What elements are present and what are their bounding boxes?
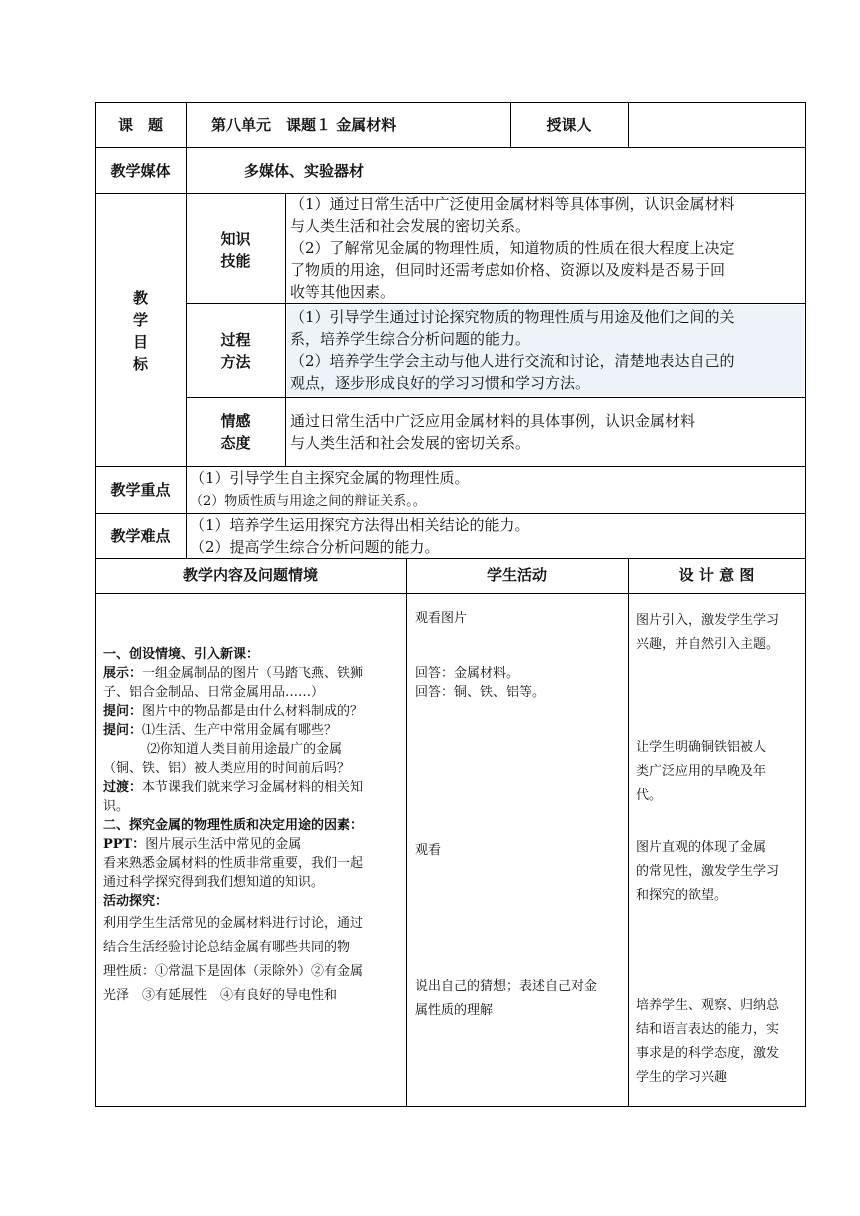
content-line <box>103 778 363 797</box>
key-points-label: 教学重点 <box>110 481 171 499</box>
grid-line <box>406 558 407 1106</box>
content-line <box>103 664 363 683</box>
section-title: 一、创设情境、引入新课： <box>103 647 260 662</box>
grid-line <box>95 102 806 103</box>
media-label: 教学媒体 <box>110 162 171 180</box>
student-activity: 回答：铜、铁、铝等。 <box>415 685 546 700</box>
media-value: 多媒体、实验器材 <box>244 162 365 180</box>
content-line <box>103 835 301 854</box>
transition-text: 本节课我们就来学习金属材料的相关知 <box>142 780 364 795</box>
grid-line <box>628 558 629 1106</box>
design-intent: 兴趣，并自然引入主题。 <box>636 637 780 652</box>
process-line: 系，培养学生综合分析问题的能力。 <box>290 330 531 348</box>
design-intent: 培养学生、观察、归纳总 <box>636 998 780 1013</box>
difficulties-line: （2）提高学生综合分析问题的能力。 <box>190 538 440 556</box>
column-header-intent: 设 计 意 图 <box>678 566 755 584</box>
process-line: 观点，逐步形成良好的学习习惯和学习方法。 <box>290 374 591 392</box>
content-line: 看来熟悉金属材料的性质非常重要，我们一起 <box>103 856 364 871</box>
design-intent: 让学生明确铜铁铝被人 <box>636 740 767 755</box>
student-activity: 属性质的理解 <box>415 1003 494 1018</box>
knowledge-label: 技能 <box>220 252 251 270</box>
difficulties-label: 教学难点 <box>110 527 171 545</box>
subject-label: 课 题 <box>117 116 163 134</box>
content-line: 理性质：①常温下是固体（汞除外）②有金属 <box>103 964 364 979</box>
teacher-label: 授课人 <box>546 116 592 134</box>
design-intent: 学生的学习兴趣 <box>636 1070 728 1085</box>
objectives-label-char: 目 <box>132 333 148 351</box>
process-label: 方法 <box>220 353 251 371</box>
student-activity: 说出自己的猜想；表述自己对金 <box>415 979 598 994</box>
student-activity: 观看 <box>415 843 442 858</box>
process-line: （1）引导学生通过讨论探究物质的物理性质与用途及他们之间的关 <box>290 308 735 326</box>
design-intent: 代。 <box>636 788 663 803</box>
emotion-label: 情感 <box>220 412 251 430</box>
knowledge-line: 了物质的用途，但同时还需考虑如价格、资源以及废料是否易于回 <box>290 261 726 279</box>
content-line: 识。 <box>103 799 130 814</box>
grid-line <box>285 193 286 466</box>
content-line: 利用学生生活常见的金属材料进行讨论，通过 <box>103 916 364 931</box>
grid-line <box>95 102 96 1107</box>
key-points-line: （1）引导学生自主探究金属的物理性质。 <box>190 469 470 487</box>
ppt-label: PPT： <box>103 837 146 852</box>
section-title: 二、探究金属的物理性质和决定用途的因素： <box>103 818 364 833</box>
knowledge-line: （1）通过日常生活中广泛使用金属材料等具体事例，认识金属材料 <box>290 195 735 213</box>
grid-line <box>95 1106 806 1107</box>
emotion-line: 通过日常生活中广泛应用金属材料的具体事例，认识金属材料 <box>290 412 696 430</box>
ask-text: ⑴生活、生产中常用金属有哪些？ <box>142 723 338 738</box>
grid-line <box>805 102 806 1107</box>
subject-value: 第八单元 课题１ 金属材料 <box>211 116 397 134</box>
ask-label: 提问： <box>103 723 143 738</box>
grid-line <box>95 147 806 148</box>
objectives-label-char: 教 <box>132 289 148 307</box>
objectives-label-char: 标 <box>132 355 148 373</box>
key-points-line: （2）物质性质与用途之间的辩证关系。。 <box>190 494 426 509</box>
grid-line <box>628 102 629 147</box>
content-line: 结合生活经验讨论总结金属有哪些共同的物 <box>103 940 351 955</box>
design-intent: 事求是的科学态度，激发 <box>636 1046 780 1061</box>
content-line: 光泽 ③有延展性 ④有良好的导电性和 <box>103 988 338 1003</box>
ask-text: 图片中的物品都是由什么材料制成的？ <box>142 704 364 719</box>
design-intent: 的常见性，激发学生学习 <box>636 864 780 879</box>
difficulties-line: （1）培养学生运用探究方法得出相关结论的能力。 <box>190 516 530 534</box>
knowledge-label: 知识 <box>220 230 251 248</box>
design-intent: 图片引入，激发学生学习 <box>636 613 780 628</box>
grid-line <box>95 558 806 559</box>
knowledge-line: （2）了解常见金属的物理性质，知道物质的性质在很大程度上决定 <box>290 239 735 257</box>
student-activity: 观看图片 <box>415 611 468 626</box>
emotion-line: 与人类生活和社会发展的密切关系。 <box>290 434 531 452</box>
grid-line <box>186 303 806 304</box>
content-line: ⑵你知道人类目前用途最广的金属 <box>147 742 343 757</box>
activity-label: 活动探究： <box>103 894 169 909</box>
content-line: （铜、铁、铝）被人类应用的时间前后吗？ <box>103 761 351 776</box>
ppt-text: 图片展示生活中常见的金属 <box>145 837 302 852</box>
design-intent: 图片直观的体现了金属 <box>636 840 767 855</box>
design-intent: 类广泛应用的早晚及年 <box>636 764 767 779</box>
design-intent: 结和语言表达的能力，实 <box>636 1022 780 1037</box>
content-line <box>103 721 337 740</box>
show-label: 展示： <box>103 666 143 681</box>
design-intent: 和探究的欲望。 <box>636 888 728 903</box>
content-line <box>103 702 363 721</box>
transition-label: 过渡： <box>103 780 143 795</box>
ask-label: 提问： <box>103 704 143 719</box>
content-line: 通过科学探究得到我们想知道的知识。 <box>103 875 325 890</box>
process-label: 过程 <box>220 331 251 349</box>
show-text: 一组金属制品的图片（马踏飞燕、铁狮 <box>142 666 364 681</box>
emotion-label: 态度 <box>220 434 251 452</box>
column-header-content: 教学内容及问题情境 <box>182 566 318 584</box>
objectives-label-char: 学 <box>132 311 148 329</box>
student-activity: 回答：金属材料。 <box>415 666 520 681</box>
grid-line <box>186 397 806 398</box>
content-line: 子、铝合金制品、日常金属用品……） <box>103 685 325 700</box>
grid-line <box>95 593 806 594</box>
process-line: （2）培养学生学会主动与他人进行交流和讨论，清楚地表达自己的 <box>290 352 735 370</box>
column-header-student: 学生活动 <box>486 566 547 584</box>
knowledge-line: 收等其他因素。 <box>290 283 396 301</box>
knowledge-line: 与人类生活和社会发展的密切关系。 <box>290 217 531 235</box>
